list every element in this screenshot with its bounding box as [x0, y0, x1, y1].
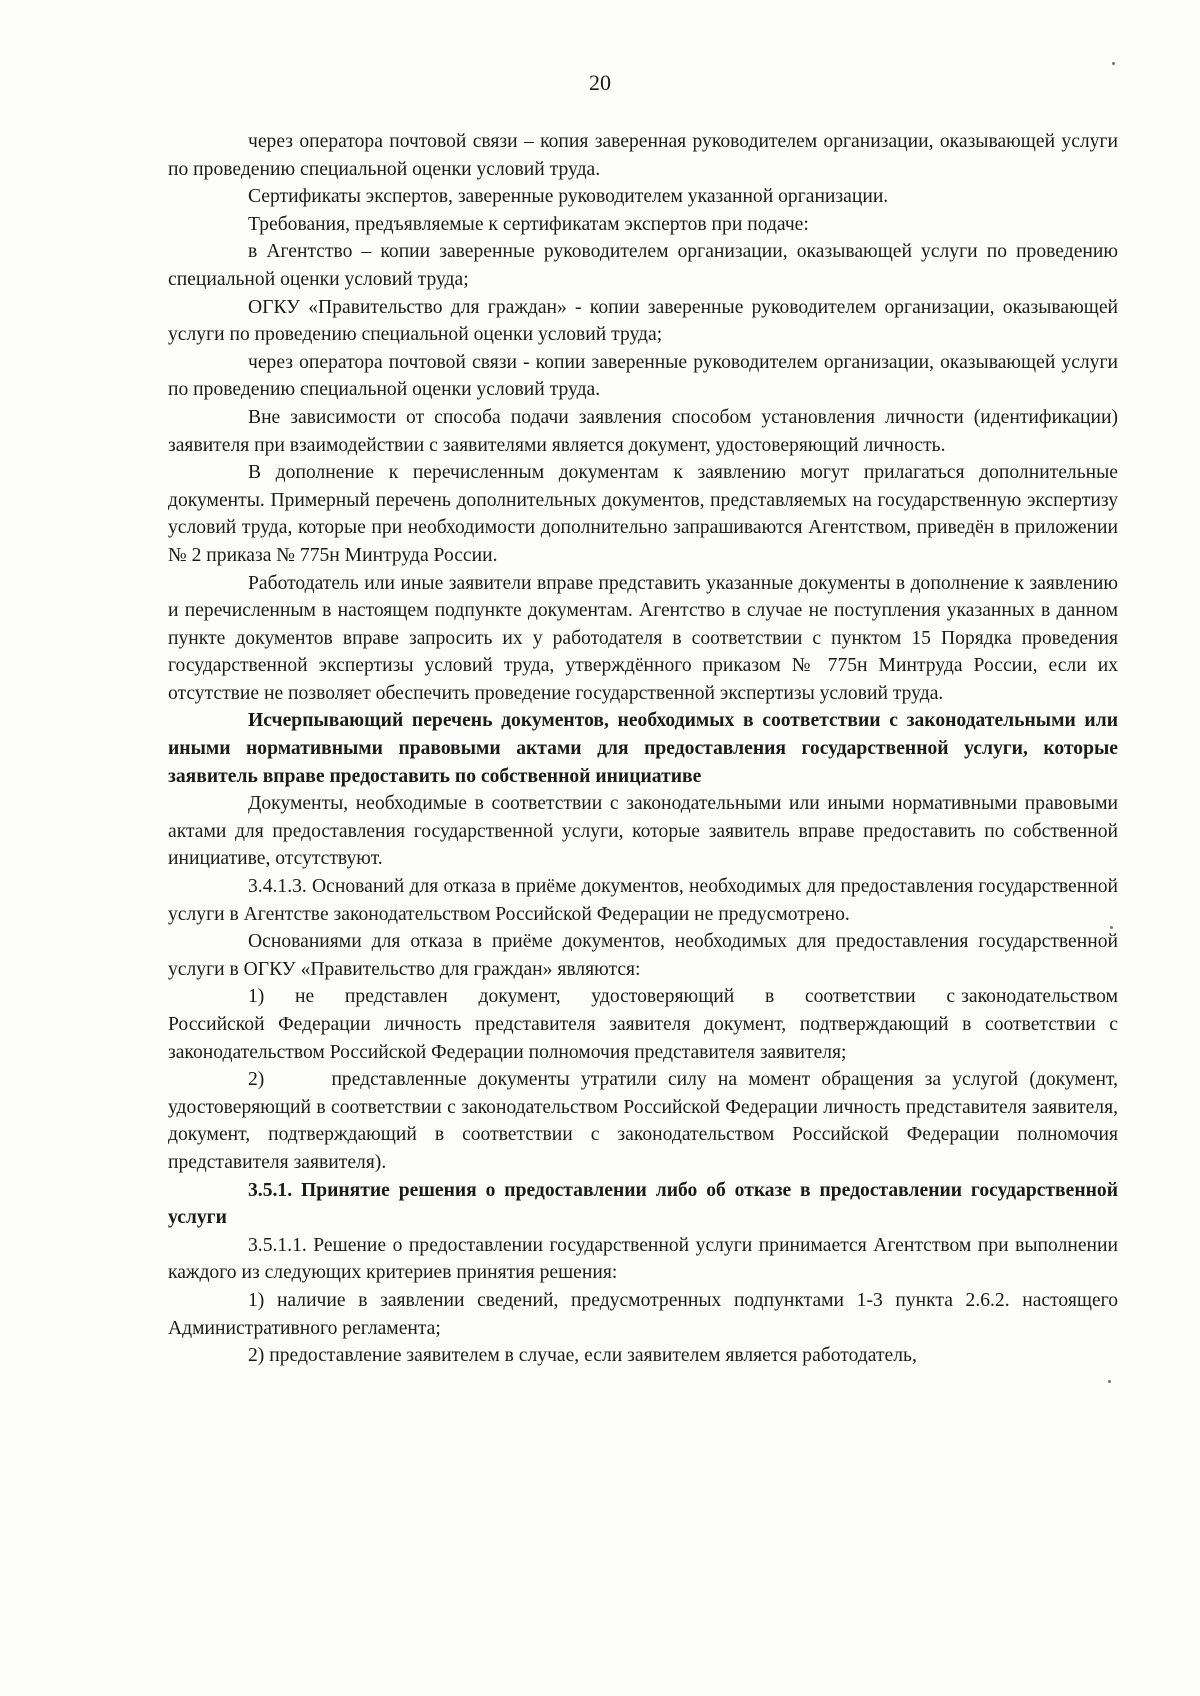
paragraph: через оператора почтовой связи – копия заверенная руководителем организации, оказывающей услуги по проведению специальной оценки условий труда. [168, 131, 1118, 180]
paragraph: через оператора почтовой связи - копии заверенные руководителем организации, оказывающей услуги по проведению специальной оценки условий труда. [168, 351, 1118, 401]
page-number: 20 [589, 70, 611, 95]
paragraph: Сертификаты экспертов, заверенные руководителем указанной организации. [248, 186, 889, 208]
paragraph: ОГКУ «Правительство для граждан» - копии заверенные руководителем организации, оказывающей услуги по проведению специальной оценки условий труда; [168, 296, 1118, 346]
paragraph: Основаниями для отказа в приёме документов, необходимых для предоставления государственной услуги в ОГКУ «Правительство для граждан» являются: [168, 931, 1118, 980]
paragraph: Работодатель или иные заявители вправе представить указанные документы в дополнение к заявлению и перечисленным в настоящем подпункте документам. Агентство в случае не поступления указанных в данном пункте документов вправе запросить их у работодателя в соответствии с пунктом 15 Порядка проведения государственной экспертизы условий труда, утверждённого приказом № 775н Минтруда России, если их отсутствие не позволяет обеспечить проведение государственной экспертизы условий труда. [168, 572, 1118, 704]
scan-speck [1110, 926, 1113, 929]
paragraph: Документы, необходимые в соответствии с законодательными или иными нормативными правовыми актами для предоставления государственной услуги, которые заявитель вправе предоставить по собственной инициативе, отсутствуют. [168, 793, 1118, 870]
paragraph: 3.4.1.3. Оснований для отказа в приёме документов, необходимых для предоставления государственной услуги в Агентстве законодательством Российской Федерации не предусмотрено. [168, 876, 1118, 925]
document-body [168, 128, 1123, 1370]
section-heading: 3.5.1. Принятие решения о предоставлении либо об отказе в предоставлении государственной услуги [168, 1179, 1118, 1229]
list-item: 1) не представлен документ, удостоверяющий в соответствии с законодательством Российской Федерации личность представителя заявителя документ, подтверждающий в соответствии с законодательством Российской Федерации полномочия представителя заявителя; [168, 986, 1123, 1063]
scan-speck [1108, 1380, 1111, 1383]
paragraph: 3.5.1.1. Решение о предоставлении государственной услуги принимается Агентством при выполнении каждого из следующих критериев принятия решения: [168, 1234, 1118, 1284]
paragraph: Вне зависимости от способа подачи заявления способом установления личности (идентификации) заявителя при взаимодействии с заявителями является документ, удостоверяющий личность. [168, 406, 1118, 456]
list-item: 2) представленные документы утратили силу на момент обращения за услугой (документ, удостоверяющий в соответствии с законодательством Российской Федерации личность представителя заявителя, документ, подтверждающий в соответствии с законодательством Российской Федерации полномочия представителя заявителя). [168, 1069, 1123, 1173]
scan-speck [1112, 62, 1115, 65]
list-item: 1) наличие в заявлении сведений, предусмотренных подпунктами 1-3 пункта 2.6.2. настоящего Административного регламента; [168, 1289, 1118, 1339]
paragraph: Требования, предъявляемые к сертификатам экспертов при подаче: [248, 213, 809, 235]
list-item: 2) предоставление заявителем в случае, если заявителем является работодатель, [248, 1345, 917, 1367]
section-heading: Исчерпывающий перечень документов, необходимых в соответствии с законодательными или иными нормативными правовыми актами для предоставления государственной услуги, которые заявитель вправе предоставить по собственной инициативе [168, 710, 1118, 787]
paragraph: в Агентство – копии заверенные руководителем организации, оказывающей услуги по проведению специальной оценки условий труда; [168, 241, 1118, 290]
paragraph: В дополнение к перечисленным документам к заявлению могут прилагаться дополнительные документы. Примерный перечень дополнительных документов, представляемых на государственную экспертизу условий труда, которые при необходимости дополнительно запрашиваются Агентством, приведён в приложении № 2 приказа № 775н Минтруда России. [168, 462, 1118, 566]
